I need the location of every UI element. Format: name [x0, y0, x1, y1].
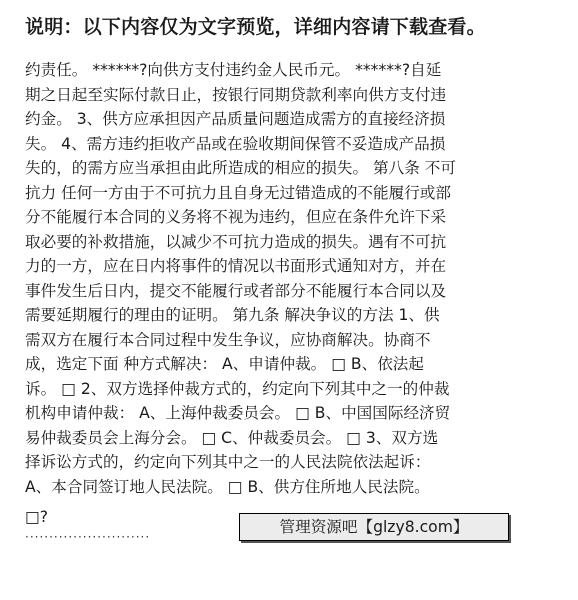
- body-line: 易仲裁委员会上海分会。 □ C、仲裁委员会。 □ 3、双方选: [25, 428, 439, 447]
- watermark-link[interactable]: 管理资源吧【glzy8.com】: [239, 513, 509, 541]
- body-line: 力的一方，应在日内将事件的情况以书面形式通知对方，并在: [25, 257, 447, 275]
- dotted-separator: ··························: [25, 530, 151, 544]
- body-line: 成，选定下面 种方式解决： A、申请仲裁。 □ B、依法起: [25, 355, 424, 373]
- document-body: [25, 58, 555, 499]
- preview-notice: 说明：以下内容仅为文字预览，详细内容请下载查看。: [25, 16, 486, 38]
- body-line: 失。 4、需方违约拒收产品或在验收期间保管不妥造成产品损: [25, 134, 446, 153]
- body-line: A、本合同签订地人民法院。 □ B、供方住所地人民法院。: [25, 477, 430, 496]
- body-line: 需要延期履行的理由的证明。 第九条 解决争议的方法 1、供: [25, 306, 440, 324]
- body-line: 诉。 □ 2、双方选择仲裁方式的，约定向下列其中之一的仲裁: [25, 379, 450, 398]
- trailing-checkbox-mark: □?: [25, 508, 49, 526]
- body-line: 失的，的需方应当承担由此所造成的相应的损失。 第八条 不可: [25, 159, 456, 177]
- body-line: 取必要的补救措施，以减少不可抗力造成的损失。遇有不可抗: [25, 232, 447, 251]
- body-line: 机构申请仲裁： A、上海仲裁委员会。 □ B、中国国际经济贸: [25, 404, 451, 422]
- body-line: 分不能履行本合同的义务将不视为违约，但应在条件允许下采: [25, 208, 447, 226]
- body-line: 抗力 任何一方由于不可抗力且自身无过错造成的不能履行或部: [25, 183, 451, 202]
- body-line: 需双方在履行本合同过程中发生争议，应协商解决。协商不: [25, 330, 431, 349]
- body-line: 期之日起至实际付款日止，按银行同期贷款利率向供方支付违: [25, 85, 447, 104]
- body-line: 事件发生后日内，提交不能履行或者部分不能履行本合同以及: [25, 281, 447, 300]
- body-line: 约金。 3、供方应承担因产品质量问题造成需方的直接经济损: [25, 110, 446, 128]
- body-line: 择诉讼方式的，约定向下列其中之一的人民法院依法起诉：: [25, 453, 431, 471]
- body-line: 约责任。 ******?向供方支付违约金人民币元。 ******?自延: [25, 61, 442, 79]
